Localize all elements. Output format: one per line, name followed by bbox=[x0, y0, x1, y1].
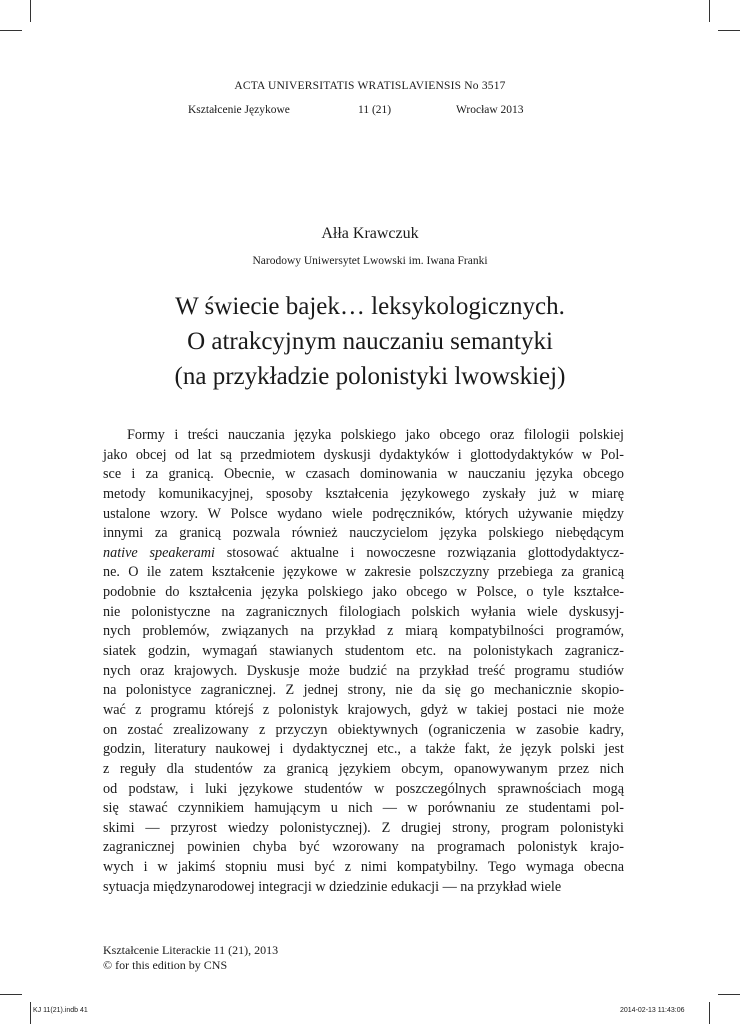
body-line: z reguły dla studentów za granicą językiem obcym, opanowywanym przez nich bbox=[103, 760, 624, 777]
title-line: O atrakcyjnym nauczaniu semantyki bbox=[187, 328, 553, 355]
place-year: Wrocław 2013 bbox=[456, 104, 524, 116]
italic-phrase: native speakerami bbox=[103, 544, 215, 561]
volume-number: 11 (21) bbox=[358, 104, 392, 116]
author-affiliation: Narodowy Uniwersytet Lwowski im. Iwana Franki bbox=[252, 255, 488, 267]
journal-name: ACTA UNIVERSITATIS WRATISLAVIENSIS No 3517 bbox=[234, 80, 506, 92]
body-line: innymi za granicą pozwala również nauczycielom języka polskiego niebędącym bbox=[103, 525, 624, 542]
footer-citation: Kształcenie Literackie 11 (21), 2013 bbox=[103, 943, 279, 957]
body-paragraph bbox=[103, 426, 624, 897]
crop-mark bbox=[709, 1002, 710, 1024]
body-line: siatek godzin, wymagań stawianych studentom etc. na polonistykach zagranicz- bbox=[103, 643, 624, 660]
body-line: native speakerami stosować aktualne i nowoczesne rozwiązania glottodydaktycz- bbox=[103, 544, 624, 561]
body-line: Formy i treści nauczania języka polskiego jako obcego oraz filologii polskiej bbox=[127, 427, 624, 443]
series-name: Kształcenie Językowe bbox=[188, 104, 290, 116]
body-line: od podstaw, i luki językowe studentów w poszczególnych sprawnościach mogą bbox=[103, 780, 624, 797]
body-line: nie polonistyczne na zagranicznych filologiach polskich wyłania wiele dyskusyj- bbox=[103, 603, 624, 620]
body-line: skimi — przyrost wiedzy polonistycznej). Z drugiej strony, program polonistyki bbox=[103, 819, 624, 836]
body-line: jako obcej od lat są przedmiotem dyskusji dydaktyków i glottodydaktyków w Pol- bbox=[103, 446, 624, 463]
footer-copyright: © for this edition by CNS bbox=[103, 958, 228, 972]
page-footer bbox=[103, 943, 278, 973]
title-line: W świecie bajek… leksykologicznych. bbox=[175, 293, 565, 320]
crop-mark bbox=[30, 0, 31, 22]
body-line: nych oraz krajowych. Dyskusje może budzić na przykład treść programu studiów bbox=[103, 662, 624, 679]
print-slug-timestamp: 2014-02-13 11:43:06 bbox=[620, 1007, 685, 1014]
body-line: wych i w jakimś stopniu musi być z nimi kompatybilny. Tego wymaga obecna bbox=[103, 859, 624, 876]
body-line: ne. O ile zatem kształcenie językowe w zakresie polszczyzny przebiega za granicą bbox=[103, 564, 624, 581]
body-line: nych problemów, związanych na przykład z miarą kompatybilności programów, bbox=[103, 623, 624, 640]
body-line: podobnie do kształcenia języka polskiego jako obcego w Polsce, o tyle kształce- bbox=[103, 584, 624, 601]
crop-mark bbox=[718, 30, 740, 31]
crop-mark bbox=[718, 994, 740, 995]
title-line: (na przykładzie polonistyki lwowskiej) bbox=[174, 363, 566, 390]
crop-mark bbox=[709, 0, 710, 22]
body-line: ustalone wzory. W Polsce wydano wiele podręczników, których używanie między bbox=[103, 505, 624, 522]
body-line: się stawać czynnikiem hamującym u nich — w porównaniu ze studentami pol- bbox=[103, 800, 624, 817]
crop-mark bbox=[0, 30, 22, 31]
print-slug-file: KJ 11(21).indb 41 bbox=[33, 1007, 88, 1014]
body-line: on zostać zrealizowany z przyczyn obiektywnych (ograniczenia w zasobie kadry, bbox=[103, 721, 624, 738]
author-name: Ałła Krawczuk bbox=[321, 225, 419, 242]
crop-mark bbox=[0, 994, 22, 995]
body-line: wać z programu którejś z polonistyk krajowych, gdyż w takiej postaci nie może bbox=[103, 701, 624, 718]
body-line: na polonistyce zagranicznej. Z jednej strony, nie da się go mechanicznie skopio- bbox=[103, 682, 624, 699]
crop-mark bbox=[30, 1002, 31, 1024]
body-line: zagranicznej powinien chyba być wzorowany na programach polonistyk krajo- bbox=[103, 839, 624, 856]
body-line: metody komunikacyjnej, sposoby kształcenia językowego zyskały już w miarę bbox=[103, 485, 624, 502]
article-title bbox=[0, 289, 740, 394]
body-line: sce i za granicą. Obecnie, w czasach dominowania w nauczaniu języka obcego bbox=[103, 466, 624, 483]
body-line: sytuacja międzynarodowej integracji w dziedzinie edukacji — na przykład wiele bbox=[103, 878, 562, 895]
body-line: godzin, literatury naukowej i dydaktycznej etc., a także fakt, że język polski jest bbox=[103, 741, 624, 758]
